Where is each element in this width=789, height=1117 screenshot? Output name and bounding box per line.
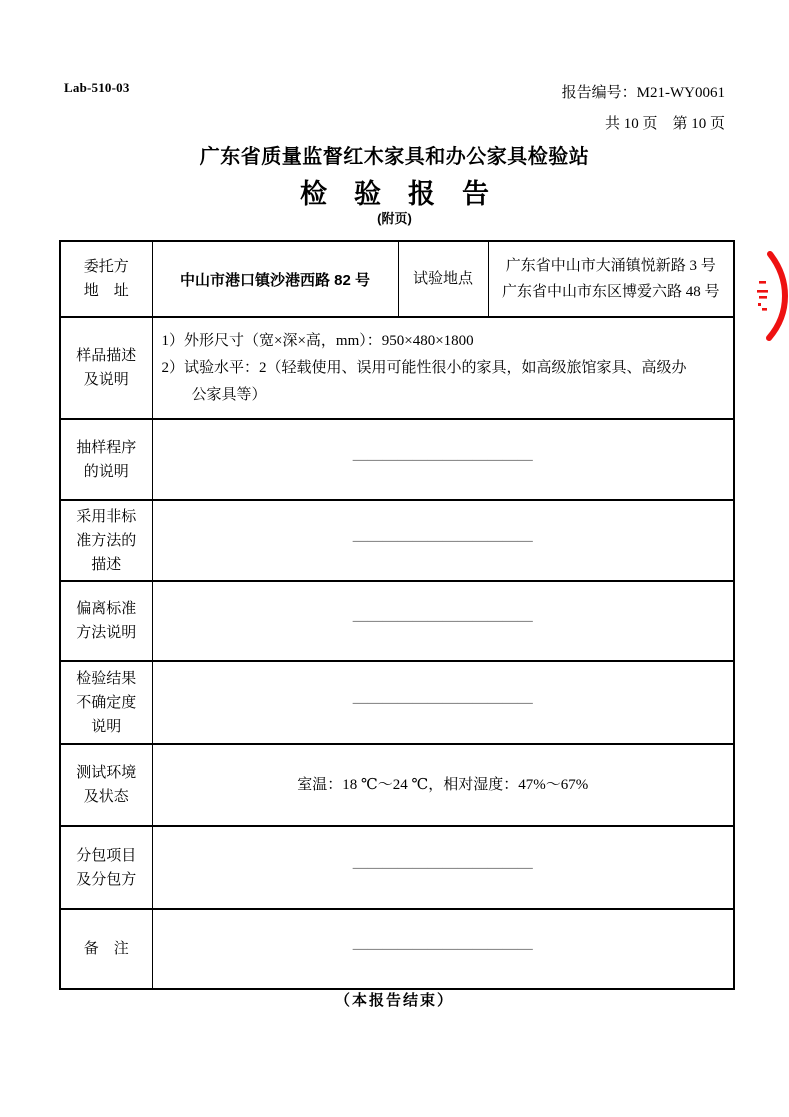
table-row-uncertainty: [60, 661, 734, 744]
environment-label: 测试环境 及状态: [60, 744, 152, 826]
consignor-address-value: 中山市港口镇沙港西路 82 号: [152, 241, 398, 317]
header-right: [562, 78, 725, 140]
station-title: 广东省质量监督红木家具和办公家具检验站: [199, 146, 590, 168]
report-title: 检 验 报 告: [300, 179, 489, 209]
red-seal-fragment: [757, 251, 789, 341]
lab-code: Lab-510-03: [64, 80, 130, 95]
nonstandard-method-value: ————————————: [152, 500, 734, 581]
deviation-label: 偏离标准 方法说明: [60, 581, 152, 661]
deviation-value: ————————————: [152, 581, 734, 661]
remark-label: 备 注: [60, 909, 152, 989]
remark-value: ————————————: [152, 909, 734, 989]
subcontract-label: 分包项目 及分包方: [60, 826, 152, 909]
table-row-consignor: [60, 241, 734, 317]
table-row-subcontract: [60, 826, 734, 909]
end-of-report-note: （本报告结束）: [334, 992, 454, 1009]
uncertainty-label: 检验结果 不确定度 说明: [60, 661, 152, 744]
table-row-deviation: [60, 581, 734, 661]
sampling-procedure-label: 抽样程序 的说明: [60, 419, 152, 500]
report-number: 报告编号：M21-WY0061: [561, 85, 725, 101]
uncertainty-value: ————————————: [152, 661, 734, 744]
table-row-environment: [60, 744, 734, 826]
test-location-label: 试验地点: [398, 241, 488, 317]
report-subtitle: (附页): [377, 211, 412, 226]
table-row-sample-description: [60, 317, 734, 419]
table-row-sampling-procedure: [60, 419, 734, 500]
subcontract-value: ————————————: [152, 826, 734, 909]
page-count: 共 10 页 第 10 页: [604, 116, 725, 132]
environment-value: 室温：18 ℃～24 ℃，相对湿度：47%～67%: [152, 744, 734, 826]
nonstandard-method-label: 采用非标 准方法的 描述: [60, 500, 152, 581]
sampling-procedure-value: ————————————: [152, 419, 734, 500]
sample-description-value: 1）外形尺寸（宽×深×高，mm）：950×480×1800 2）试验水平：2（轻载使用、误用可能性很小的家具，如高级旅馆家具、高级办 公家具等）: [152, 317, 734, 419]
consignor-address-label: 委托方 地 址: [60, 241, 152, 317]
table-row-nonstandard-method: [60, 500, 734, 581]
table-row-remark: [60, 909, 734, 989]
sample-description-label: 样品描述 及说明: [60, 317, 152, 419]
report-table: [59, 240, 735, 990]
test-location-value: 广东省中山市大涌镇悦新路 3 号 广东省中山市东区博爱六路 48 号: [488, 241, 734, 317]
